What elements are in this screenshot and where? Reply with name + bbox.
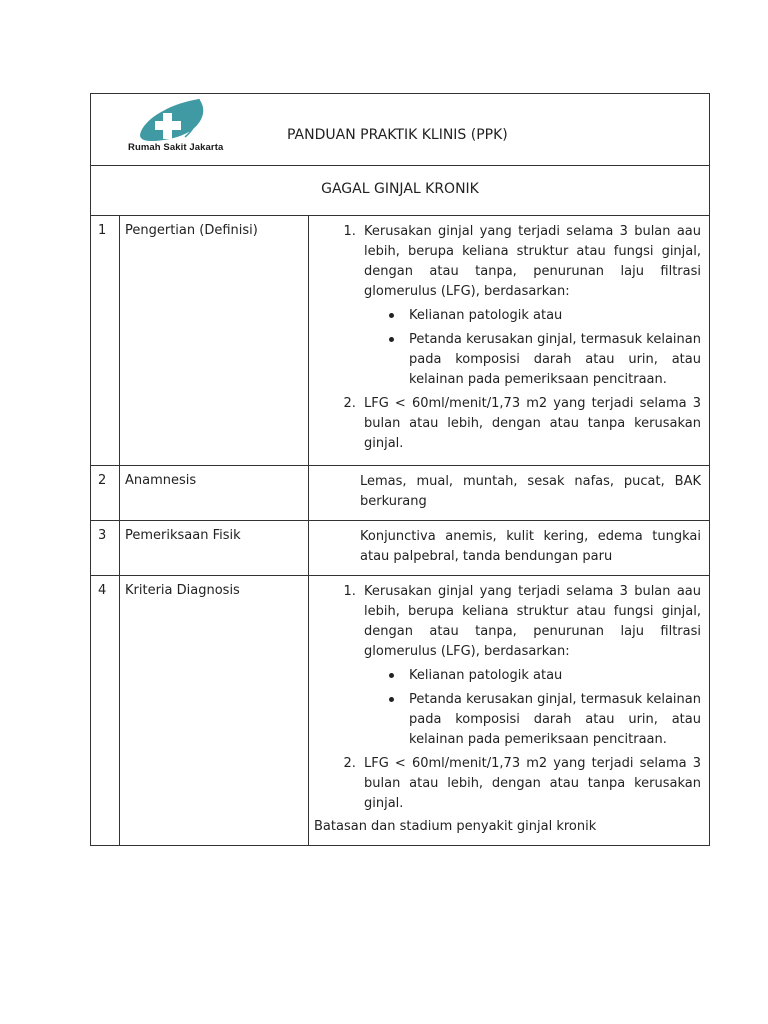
document-header [91,94,710,166]
list-item [360,582,701,750]
row-label: Kriteria Diagnosis [120,576,309,846]
row-text: Konjunctiva anemis, kulit kering, edema tungkai atau palpebral, tanda bendungan paru [360,529,701,564]
row-text: Lemas, mual, muntah, sesak nafas, pucat, BAK berkurang [360,474,701,509]
list-item-text: 1. Kerusakan ginjal yang terjadi selama 3 bulan aau lebih, berupa keliana struktur atau fungsi ginjal, dengan atau tanpa, penurunan laju filtrasi glomerulus (LFG), berdasarkan: [364,224,701,299]
row-content [309,576,710,846]
bullet-item: Petanda kerusakan ginjal, termasuk kelainan pada komposisi darah atau urin, atau kelainan pada pemeriksaan pencitraan. [409,690,701,750]
row-number: 1 [91,216,120,466]
row-label: Pemeriksaan Fisik [120,521,309,576]
row-content [309,466,710,521]
document-title: PANDUAN PRAKTIK KLINIS (PPK) [287,127,508,143]
list-item [360,222,701,390]
table-row [91,216,710,466]
table-row [91,576,710,846]
row-number: 3 [91,521,120,576]
row-content [309,521,710,576]
list-item-text: 1. Kerusakan ginjal yang terjadi selama 3 bulan aau lebih, berupa keliana struktur atau fungsi ginjal, dengan atau tanpa, penurunan laju filtrasi glomerulus (LFG), berdasarkan: [364,584,701,659]
list-item-text: 2. LFG < 60ml/menit/1,73 m2 yang terjadi selama 3 bulan atau lebih, dengan atau tanpa kerusakan ginjal. [364,756,701,811]
document-subtitle: GAGAL GINJAL KRONIK [321,181,479,197]
row-footer-note: Batasan dan stadium penyakit ginjal kronik [314,819,597,834]
bullet-list [364,666,701,750]
table-row [91,521,710,576]
criteria-list [314,222,701,454]
row-number: 4 [91,576,120,846]
criteria-list [314,582,701,814]
row-number: 2 [91,466,120,521]
subtitle-row [91,166,710,216]
bullet-item: Kelianan patologik atau [409,306,701,326]
row-content [309,216,710,466]
ppk-document-table [90,93,710,846]
bullet-list [364,306,701,390]
hospital-name: Rumah Sakit Jakarta [128,142,224,153]
row-label: Anamnesis [120,466,309,521]
bullet-item: Petanda kerusakan ginjal, termasuk kelainan pada komposisi darah atau urin, atau kelainan pada pemeriksaan pencitraan. [409,330,701,390]
row-label: Pengertian (Definisi) [120,216,309,466]
bullet-item: Kelianan patologik atau [409,666,701,686]
table-row [91,466,710,521]
list-item [360,754,701,814]
list-item [360,394,701,454]
list-item-text: 2. LFG < 60ml/menit/1,73 m2 yang terjadi selama 3 bulan atau lebih, dengan atau tanpa kerusakan ginjal. [364,396,701,451]
